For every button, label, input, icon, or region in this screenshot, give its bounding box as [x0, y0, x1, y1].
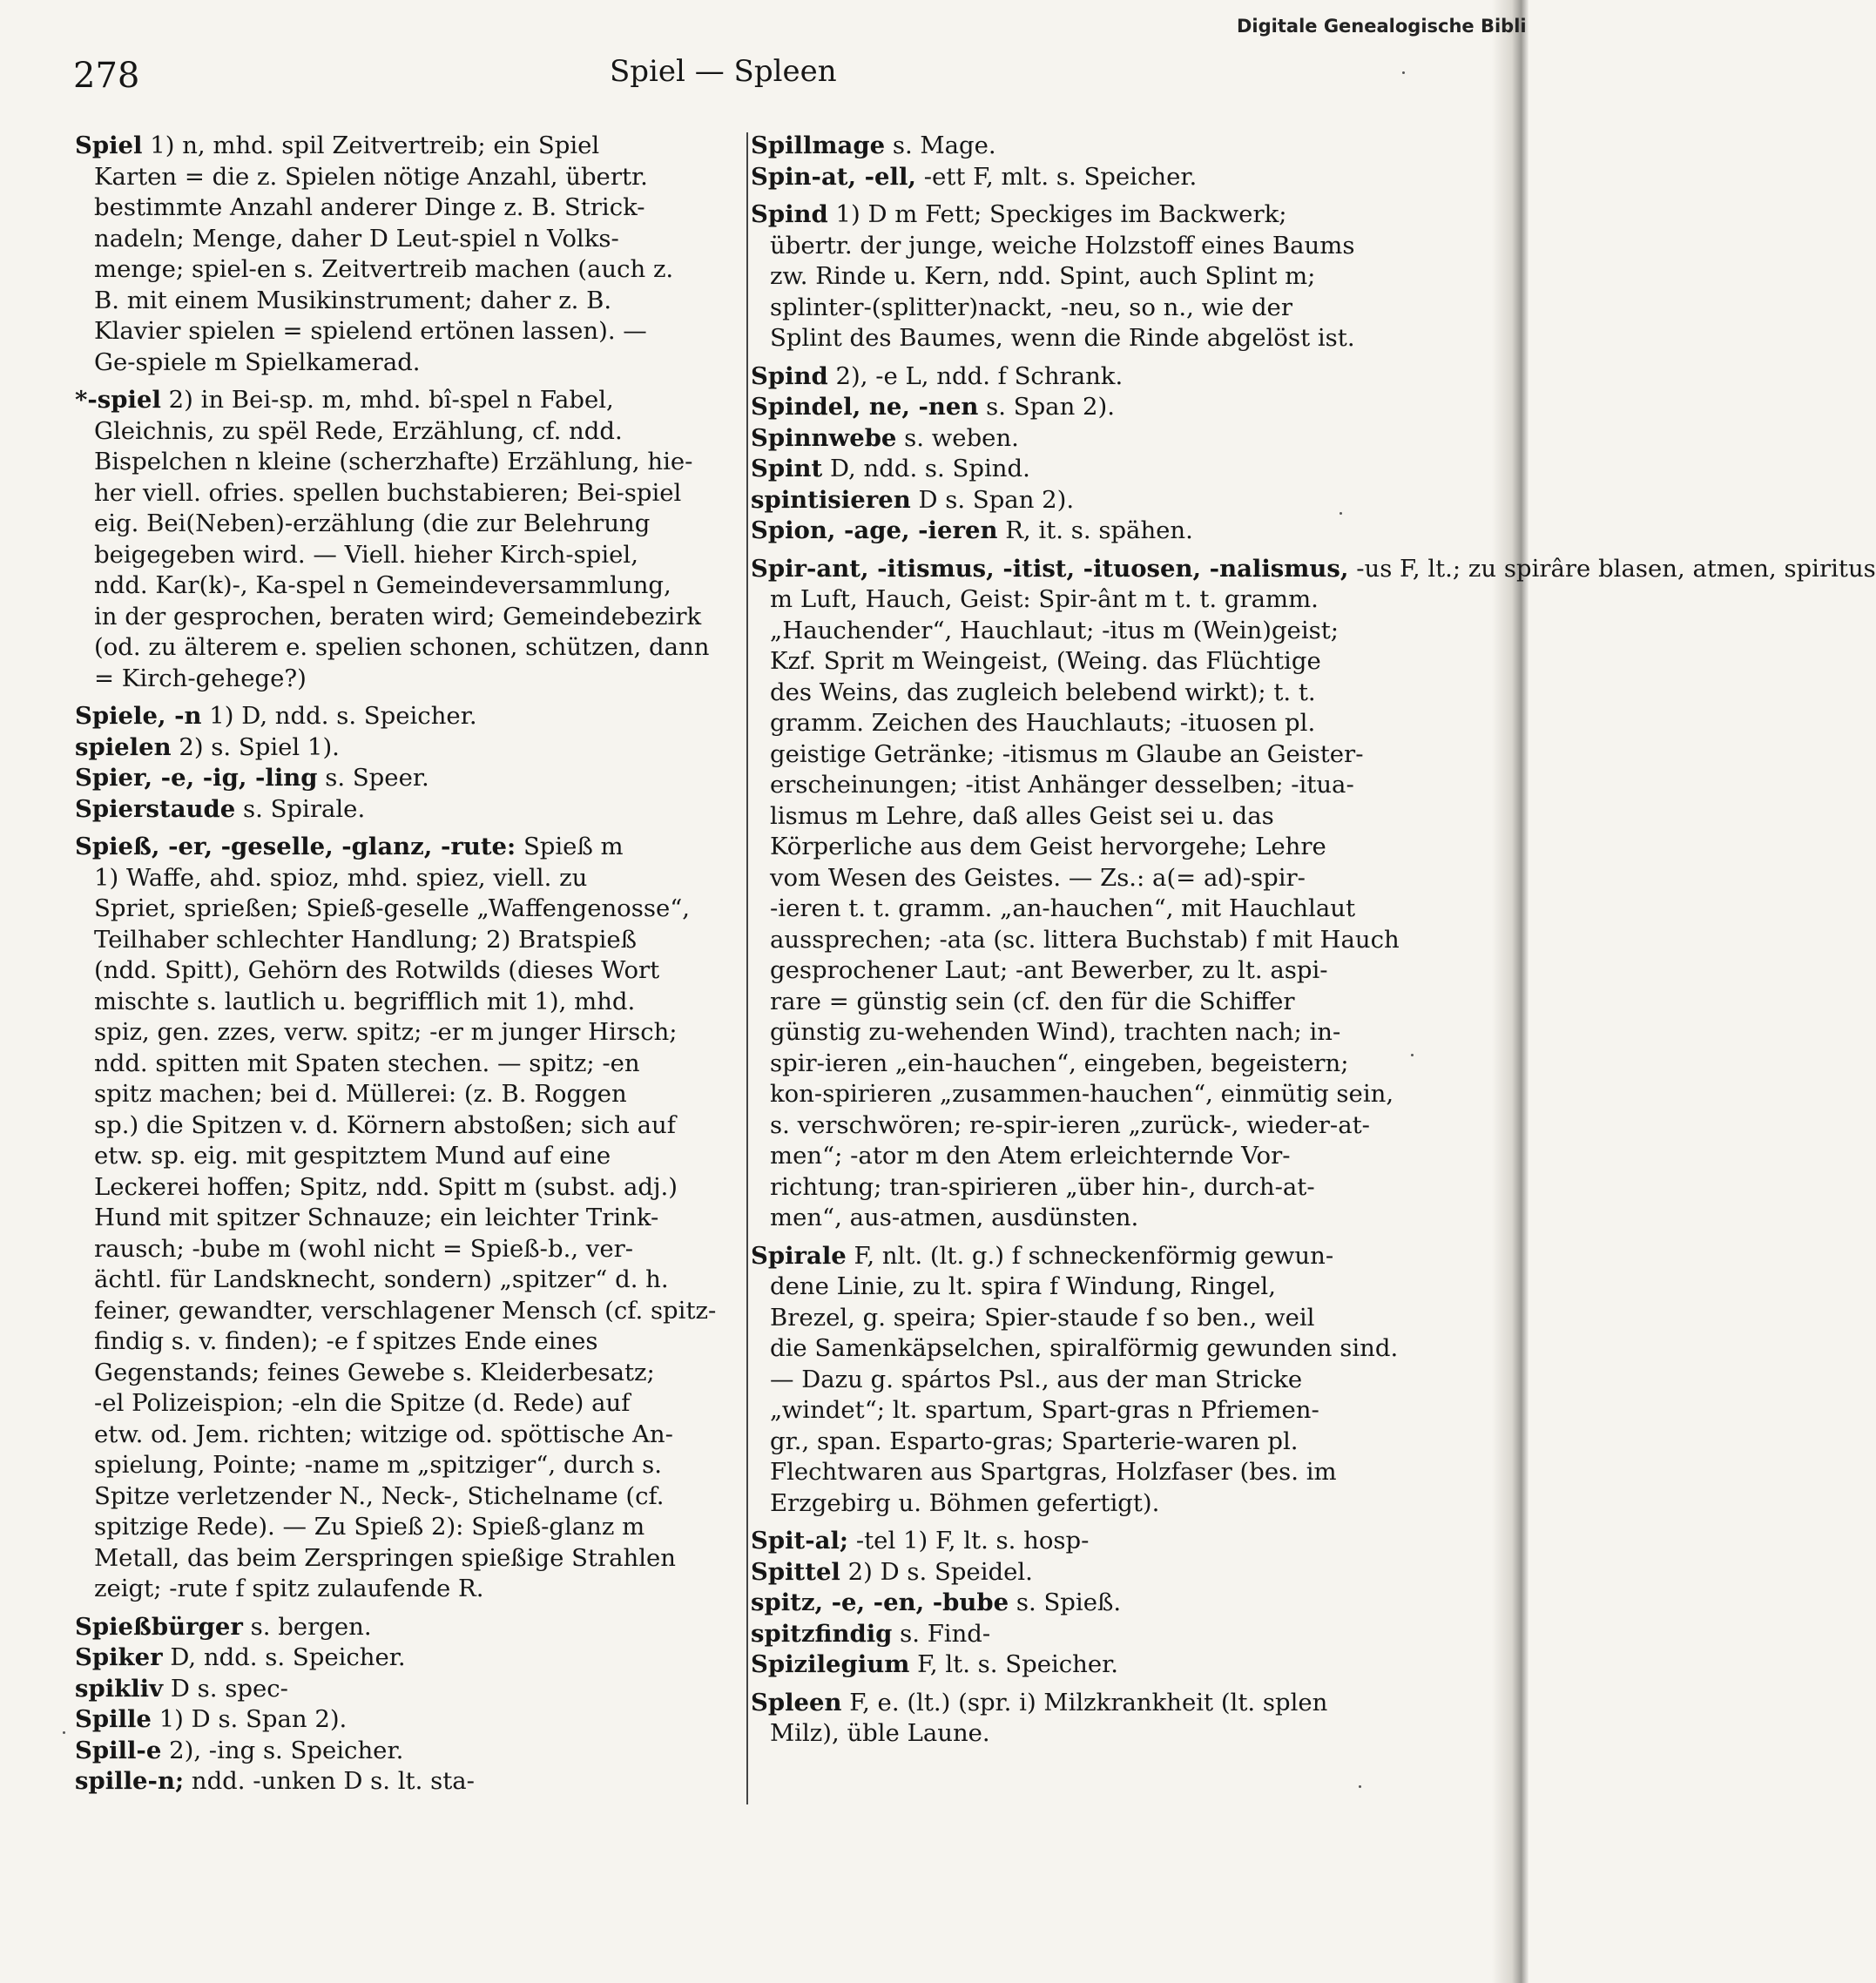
entry-text: — Dazu g. spártos Psl., aus der man Stricke [770, 1365, 1303, 1393]
entry-line [75, 416, 744, 448]
dictionary-entry [75, 763, 744, 794]
entry-line [751, 554, 1876, 585]
entry-text: spiz, gen. zzes, verw. spitz; -er m junger Hirsch; [94, 1018, 678, 1046]
entry-text: Körperliche aus dem Geist hervorgehe; Lehre [770, 833, 1326, 860]
entry-text: 1) n, mhd. spil Zeitvertreib; ein Spiel [150, 132, 600, 159]
entry-text: richtung; tran-spirieren „über hin-, durch-at- [770, 1172, 1315, 1201]
entry-line [751, 454, 1446, 485]
entry-text: Karten = die z. Spielen nötige Anzahl, übertr. [94, 162, 648, 191]
dictionary-entry [75, 794, 744, 826]
entry-line [75, 1172, 744, 1204]
entry-line [751, 485, 1446, 516]
dictionary-entry [75, 131, 744, 378]
entry-line [751, 584, 1446, 616]
entry-line [751, 863, 1446, 894]
entry-line [751, 1203, 1446, 1234]
entry-line [75, 1234, 744, 1265]
entry-line [75, 1265, 744, 1296]
entry-text: bestimmte Anzahl anderer Dinge z. B. Strick- [94, 193, 645, 221]
column-divider [746, 132, 748, 1804]
entry-line [75, 894, 744, 925]
entry-line [75, 987, 744, 1018]
entry-text: erscheinungen; -itist Anhänger desselben; -itua- [770, 771, 1354, 799]
entry-text: F, e. (lt.) (spr. i) Milzkrankheit (lt. splen [849, 1688, 1328, 1717]
entry-headword: Spillmage [751, 132, 886, 159]
entry-line [75, 1296, 744, 1327]
entry-text: rausch; -bube m (wohl nicht = Spieß-b., ver- [94, 1234, 634, 1263]
entry-headword: spitz, -e, -en, -bube [751, 1588, 1009, 1616]
entry-line [75, 832, 744, 863]
dictionary-entry [751, 516, 1446, 547]
entry-headword: spintisieren [751, 485, 911, 514]
entry-line [751, 392, 1446, 423]
entry-line [75, 1110, 744, 1142]
entry-headword: Spille [75, 1705, 152, 1733]
dictionary-entry [75, 701, 744, 732]
entry-line [75, 632, 744, 664]
entry-line [75, 1543, 744, 1575]
entry-line [75, 162, 744, 193]
entry-text: dene Linie, zu lt. spira f Windung, Ringel, [770, 1272, 1276, 1300]
entry-text: spitzige Rede). — Zu Spieß 2): Spieß-glanz m [94, 1513, 645, 1541]
entry-text: zw. Rinde u. Kern, ndd. Spint, auch Splint m; [770, 262, 1316, 290]
entry-line [75, 316, 744, 347]
dictionary-entry [751, 361, 1446, 393]
dictionary-entry [751, 485, 1446, 516]
entry-text: spitz machen; bei d. Müllerei: (z. B. Roggen [94, 1080, 627, 1108]
entry-line [751, 955, 1446, 987]
entry-line [751, 832, 1446, 863]
entry-text: etw. sp. eig. mit gespitztem Mund auf eine [94, 1142, 611, 1170]
entry-text: B. mit einem Musikinstrument; daher z. B. [94, 286, 612, 314]
entry-line [751, 1718, 1446, 1750]
entry-text: findig s. v. finden); -e f spitzes Ende eines [94, 1327, 598, 1355]
entry-line [75, 1420, 744, 1451]
dictionary-entry [751, 1557, 1446, 1588]
entry-headword: spille-n; [75, 1767, 185, 1795]
entry-text: 2) s. Spiel 1). [179, 732, 340, 761]
entry-text: Metall, das beim Zerspringen spießige Strahlen [94, 1543, 677, 1572]
entry-line [751, 1427, 1446, 1458]
dictionary-entry [75, 1612, 744, 1643]
entry-text: 1) Waffe, ahd. spioz, mhd. spiez, viell. zu [94, 863, 588, 892]
entry-line [75, 1642, 744, 1674]
entry-line [751, 361, 1446, 393]
entry-text: 2), -ing s. Speicher. [169, 1736, 404, 1764]
entry-text: 2), -e L, ndd. f Schrank. [835, 361, 1124, 390]
entry-line [751, 987, 1446, 1018]
entry-text: men“; -ator m den Atem erleichternde Vor- [770, 1142, 1291, 1170]
entry-line [75, 955, 744, 987]
entry-text: ndd. Kar(k)-, Ka-spel n Gemeindeversammlung, [94, 571, 671, 599]
entry-line [75, 385, 744, 416]
entry-line [75, 286, 744, 317]
dictionary-entry [751, 1619, 1446, 1650]
dictionary-entry [751, 1526, 1446, 1557]
entry-line [75, 540, 744, 571]
entry-text: Erzgebirg u. Böhmen gefertigt). [770, 1488, 1160, 1517]
entry-line [75, 1049, 744, 1080]
entry-line [751, 1049, 1446, 1080]
dictionary-entry [75, 732, 744, 764]
entry-text: s. Spieß. [1016, 1588, 1122, 1616]
entry-text: geistige Getränke; -itismus m Glaube an Geister- [770, 739, 1364, 768]
entry-text: aussprechen; -ata (sc. littera Buchstab) f mit Hauch [770, 925, 1400, 954]
entry-text: die Samenkäpselchen, spiralförmig gewunden sind. [770, 1334, 1399, 1362]
entry-text: günstig zu-wehenden Wind), trachten nach; in- [770, 1018, 1341, 1046]
entry-text: gesprochener Laut; -ant Bewerber, zu lt. aspi- [770, 956, 1328, 984]
entry-line [75, 1326, 744, 1358]
entry-headword: Spin-at, -ell, [751, 162, 916, 191]
dictionary-entry [751, 454, 1446, 485]
entry-line [75, 131, 744, 162]
entry-line [75, 602, 744, 633]
entry-line [75, 863, 744, 894]
entry-headword: Spind [751, 200, 828, 228]
dictionary-entry [751, 1588, 1446, 1619]
dictionary-entry [75, 1704, 744, 1736]
entry-headword: Spiker [75, 1643, 163, 1671]
entry-headword: spikliv [75, 1674, 164, 1703]
entry-text: s. verschwören; re-spir-ieren „zurück-, wieder-at- [770, 1110, 1370, 1139]
entry-text: R, it. s. spähen. [1005, 516, 1193, 544]
entry-line [751, 1488, 1446, 1520]
entry-line [75, 1512, 744, 1543]
entry-text: rare = günstig sein (cf. den für die Schiffer [770, 987, 1295, 1015]
entry-text: D, ndd. s. Speicher. [170, 1643, 406, 1671]
entry-line [75, 570, 744, 602]
dictionary-entry [751, 423, 1446, 455]
entry-headword: Spind [751, 361, 828, 390]
entry-text: F, nlt. (lt. g.) f schneckenförmig gewun- [854, 1241, 1334, 1270]
entry-text: Milz), üble Laune. [770, 1719, 990, 1747]
entry-headword: Spinnwebe [751, 423, 897, 452]
entry-headword: Spiel [75, 132, 143, 159]
entry-line [75, 1203, 744, 1234]
entry-text: (od. zu älterem e. spelien schonen, schützen, dann [94, 633, 710, 661]
entry-text: gramm. Zeichen des Hauchlauts; -ituosen pl. [770, 709, 1316, 737]
entry-text: beigegeben wird. — Viell. hieher Kirch-spiel, [94, 540, 638, 569]
entry-text: s. bergen. [250, 1612, 372, 1641]
entry-line [751, 1365, 1446, 1396]
entry-text: s. Speer. [325, 764, 429, 792]
dictionary-entry [751, 554, 1876, 1234]
entry-text: 2) D s. Speidel. [847, 1557, 1033, 1586]
entry-text: Spieß m [523, 833, 624, 860]
entry-text: -us F, lt.; zu spirâre blasen, atmen, spiritus [1356, 554, 1876, 583]
entry-line [75, 509, 744, 540]
entry-text: m Luft, Hauch, Geist: Spir-ânt m t. t. gramm. [770, 585, 1319, 613]
entry-text: des Weins, das zugleich belebend wirkt); t. t. [770, 678, 1316, 706]
entry-headword: Spittel [751, 1557, 840, 1586]
entry-line [751, 1303, 1446, 1334]
dictionary-entry [75, 1766, 744, 1798]
entry-headword: spitzfindig [751, 1619, 893, 1648]
entry-text: Bispelchen n kleine (scherzhafte) Erzählung, hie- [94, 448, 693, 476]
entry-text: Kzf. Sprit m Weingeist, (Weing. das Flüchtige [770, 647, 1321, 675]
dictionary-entry [751, 131, 1446, 162]
entry-line [75, 224, 744, 255]
entry-line [751, 770, 1446, 801]
entry-text: übertr. der junge, weiche Holzstoff eines Baums [770, 231, 1355, 260]
entry-line [75, 701, 744, 732]
entry-line [75, 732, 744, 764]
entry-line [75, 1450, 744, 1481]
dictionary-entry [75, 385, 744, 694]
entry-text: Hund mit spitzer Schnauze; ein leichter Trink- [94, 1204, 659, 1231]
entry-text: -el Polizeispion; -eln die Spitze (d. Rede) auf [94, 1389, 631, 1417]
entry-line [751, 1395, 1446, 1427]
entry-line [75, 447, 744, 478]
entry-text: gr., span. Esparto-gras; Sparterie-waren pl. [770, 1427, 1299, 1455]
entry-line [751, 1619, 1446, 1650]
entry-text: D s. Span 2). [918, 485, 1075, 514]
entry-text: ächtl. für Landsknecht, sondern) „spitzer“ d. h. [94, 1265, 669, 1293]
entry-headword: Spit-al; [751, 1527, 849, 1555]
entry-line [751, 1017, 1446, 1049]
entry-headword: Spießbürger [75, 1612, 243, 1641]
entry-text: mischte s. lautlich u. begrifflich mit 1), mhd. [94, 987, 636, 1015]
entry-text: lismus m Lehre, daß alles Geist sei u. das [770, 801, 1274, 830]
entry-text: ndd. spitten mit Spaten stechen. — spitz; -en [94, 1049, 640, 1077]
entry-line [75, 1079, 744, 1110]
entry-line [751, 1557, 1446, 1588]
entry-line [751, 1588, 1446, 1619]
left-column [75, 131, 744, 1798]
entry-text: Splint des Baumes, wenn die Rinde abgelöst ist. [770, 324, 1355, 352]
entry-headword: Spizilegium [751, 1650, 910, 1678]
entry-text: men“, aus-atmen, ausdünsten. [770, 1204, 1139, 1231]
entry-line [751, 231, 1446, 262]
right-column [751, 131, 1876, 1757]
entry-line [751, 1141, 1446, 1172]
entry-headword: Spleen [751, 1688, 842, 1717]
entry-text: „windet“; lt. spartum, Spart-gras n Pfriemen- [770, 1396, 1319, 1424]
entry-line [751, 1649, 1446, 1681]
entry-line [75, 1736, 744, 1767]
entry-text: (ndd. Spitt), Gehörn des Rotwilds (dieses Wort [94, 956, 660, 984]
entry-headword: Spier, -e, -ig, -ling [75, 764, 318, 792]
dictionary-entry [75, 1674, 744, 1705]
entry-text: eig. Bei(Neben)-erzählung (die zur Belehrung [94, 509, 651, 537]
entry-line [75, 1017, 744, 1049]
dictionary-entry [751, 162, 1446, 193]
dictionary-entry [75, 832, 744, 1605]
entry-text: Brezel, g. speira; Spier-staude f so ben., weil [770, 1303, 1315, 1332]
entry-text: Klavier spielen = spielend ertönen lassen). — [94, 317, 647, 345]
entry-line [751, 616, 1446, 647]
entry-text: kon-spirieren „zusammen-hauchen“, einmütig sein, [770, 1080, 1394, 1108]
entry-text: Spriet, sprießen; Spieß-geselle „Waffengenosse“, [94, 894, 691, 922]
entry-text: Leckerei hoffen; Spitz, ndd. Spitt m (subst. adj.) [94, 1172, 678, 1201]
entry-text: 1) D s. Span 2). [159, 1705, 348, 1733]
entry-text: F, lt. s. Speicher. [917, 1650, 1119, 1678]
entry-text: s. Find- [900, 1619, 991, 1648]
dictionary-entry [75, 1736, 744, 1767]
entry-text: nadeln; Menge, daher D Leut-spiel n Volks- [94, 224, 619, 253]
entry-text: zeigt; -rute f spitz zulaufende R. [94, 1575, 484, 1602]
entry-text: „Hauchender“, Hauchlaut; -itus m (Wein)geist; [770, 616, 1340, 644]
scan-page-edge [1492, 0, 1528, 1983]
entry-line [75, 1358, 744, 1389]
entry-line [75, 1612, 744, 1643]
entry-line [75, 925, 744, 956]
entry-line [751, 1110, 1446, 1142]
dictionary-entry [751, 1688, 1446, 1750]
entry-line [75, 1674, 744, 1705]
entry-line [751, 1457, 1446, 1488]
entry-text: Ge-spiele m Spielkamerad. [94, 347, 421, 376]
entry-line [751, 423, 1446, 455]
entry-line [75, 1388, 744, 1420]
entry-line [75, 763, 744, 794]
entry-line [75, 1766, 744, 1798]
entry-line [751, 739, 1446, 771]
entry-text: ndd. -unken D s. lt. sta- [191, 1767, 475, 1795]
entry-text: Spitze verletzender N., Neck-, Stichelname (cf. [94, 1481, 665, 1510]
entry-text: spielung, Pointe; -name m „spitziger“, durch s. [94, 1451, 663, 1479]
entry-text: Teilhaber schlechter Handlung; 2) Bratspieß [94, 925, 638, 954]
entry-text: 2) in Bei-sp. m, mhd. bî-spel n Fabel, [168, 386, 614, 414]
entry-line [751, 1172, 1446, 1204]
entry-text: = Kirch-gehege?) [94, 664, 307, 692]
dictionary-entry [75, 1642, 744, 1674]
entry-line [75, 664, 744, 695]
entry-headword: Spindel, ne, -nen [751, 393, 979, 421]
entry-text: s. Mage. [892, 132, 996, 159]
scan-speck [1411, 1054, 1414, 1056]
entry-line [751, 708, 1446, 739]
entry-headword: *-spiel [75, 386, 161, 414]
entry-text: spir-ieren „ein-hauchen“, eingeben, begeistern; [770, 1049, 1349, 1077]
entry-line [75, 192, 744, 224]
entry-text: s. Spirale. [243, 794, 366, 823]
scan-speck [63, 1731, 65, 1734]
entry-text: 1) D, ndd. s. Speicher. [209, 702, 477, 730]
entry-text: D s. spec- [170, 1674, 288, 1703]
entry-line [751, 323, 1446, 354]
entry-text: D, ndd. s. Spind. [829, 455, 1030, 482]
entry-text: -tel 1) F, lt. s. hosp- [855, 1527, 1090, 1555]
dictionary-entry [751, 199, 1446, 354]
scan-speck [1402, 71, 1405, 74]
entry-text: -ieren t. t. gramm. „an-hauchen“, mit Hauchlaut [770, 894, 1356, 922]
entry-line [751, 131, 1446, 162]
entry-text: 1) D m Fett; Speckiges im Backwerk; [835, 200, 1287, 228]
entry-line [75, 1574, 744, 1605]
entry-line [75, 478, 744, 509]
scan-speck [1359, 1785, 1361, 1788]
entry-line [75, 1704, 744, 1736]
entry-line [751, 516, 1446, 547]
entry-line [75, 254, 744, 286]
entry-line [751, 1333, 1446, 1365]
entry-text: etw. od. Jem. richten; witzige od. spöttische An- [94, 1420, 673, 1448]
entry-headword: Spieß, -er, -geselle, -glanz, -rute: [75, 833, 516, 860]
entry-line [751, 678, 1446, 709]
entry-text: splinter-(splitter)nackt, -neu, so n., wie der [770, 293, 1292, 321]
entry-text: vom Wesen des Geistes. — Zs.: a(= ad)-spir- [770, 863, 1306, 892]
watermark: Digitale Genealogische Bibli [1237, 16, 1527, 37]
entry-line [751, 894, 1446, 925]
dictionary-entry [751, 392, 1446, 423]
entry-text: Flechtwaren aus Spartgras, Holzfaser (bes. im [770, 1458, 1337, 1486]
entry-headword: Spierstaude [75, 794, 236, 823]
entry-text: her viell. ofries. spellen buchstabieren; Bei-spiel [94, 478, 682, 507]
entry-line [751, 646, 1446, 678]
entry-text: feiner, gewandter, verschlagener Mensch (cf. spitz- [94, 1296, 717, 1325]
running-title: Spiel — Spleen [610, 54, 837, 89]
entry-line [75, 347, 744, 379]
entry-headword: Spill-e [75, 1736, 162, 1764]
entry-line [75, 794, 744, 826]
entry-headword: Spint [751, 455, 823, 482]
entry-line [751, 1241, 1446, 1272]
entry-line [75, 1141, 744, 1172]
entry-line [751, 801, 1446, 833]
entry-line [751, 162, 1446, 193]
entry-text: -ett F, mlt. s. Speicher. [923, 162, 1198, 191]
entry-line [751, 1079, 1446, 1110]
entry-headword: Spirale [751, 1241, 847, 1270]
entry-headword: spielen [75, 732, 172, 761]
entry-line [751, 925, 1446, 956]
entry-text: Gegenstands; feines Gewebe s. Kleiderbesatz; [94, 1358, 655, 1386]
entry-line [751, 293, 1446, 324]
entry-headword: Spion, -age, -ieren [751, 516, 998, 544]
page-number: 278 [73, 56, 140, 96]
entry-headword: Spir-ant, -itismus, -itist, -ituosen, -nalismus, [751, 554, 1349, 583]
entry-text: sp.) die Spitzen v. d. Körnern abstoßen; sich auf [94, 1110, 676, 1139]
scan-speck [1340, 512, 1342, 515]
entry-line [751, 199, 1446, 231]
entry-headword: Spiele, -n [75, 702, 202, 730]
entry-line [751, 1271, 1446, 1303]
entry-line [751, 1526, 1446, 1557]
entry-text: in der gesprochen, beraten wird; Gemeindebezirk [94, 602, 702, 631]
entry-text: s. weben. [904, 423, 1019, 452]
entry-text: menge; spiel-en s. Zeitvertreib machen (auch z. [94, 255, 674, 283]
entry-text: Gleichnis, zu spël Rede, Erzählung, cf. ndd. [94, 416, 623, 445]
entry-line [75, 1481, 744, 1513]
entry-line [751, 1688, 1446, 1719]
dictionary-entry [751, 1649, 1446, 1681]
dictionary-entry [751, 1241, 1446, 1520]
entry-text: s. Span 2). [986, 393, 1115, 421]
entry-line [751, 261, 1446, 293]
